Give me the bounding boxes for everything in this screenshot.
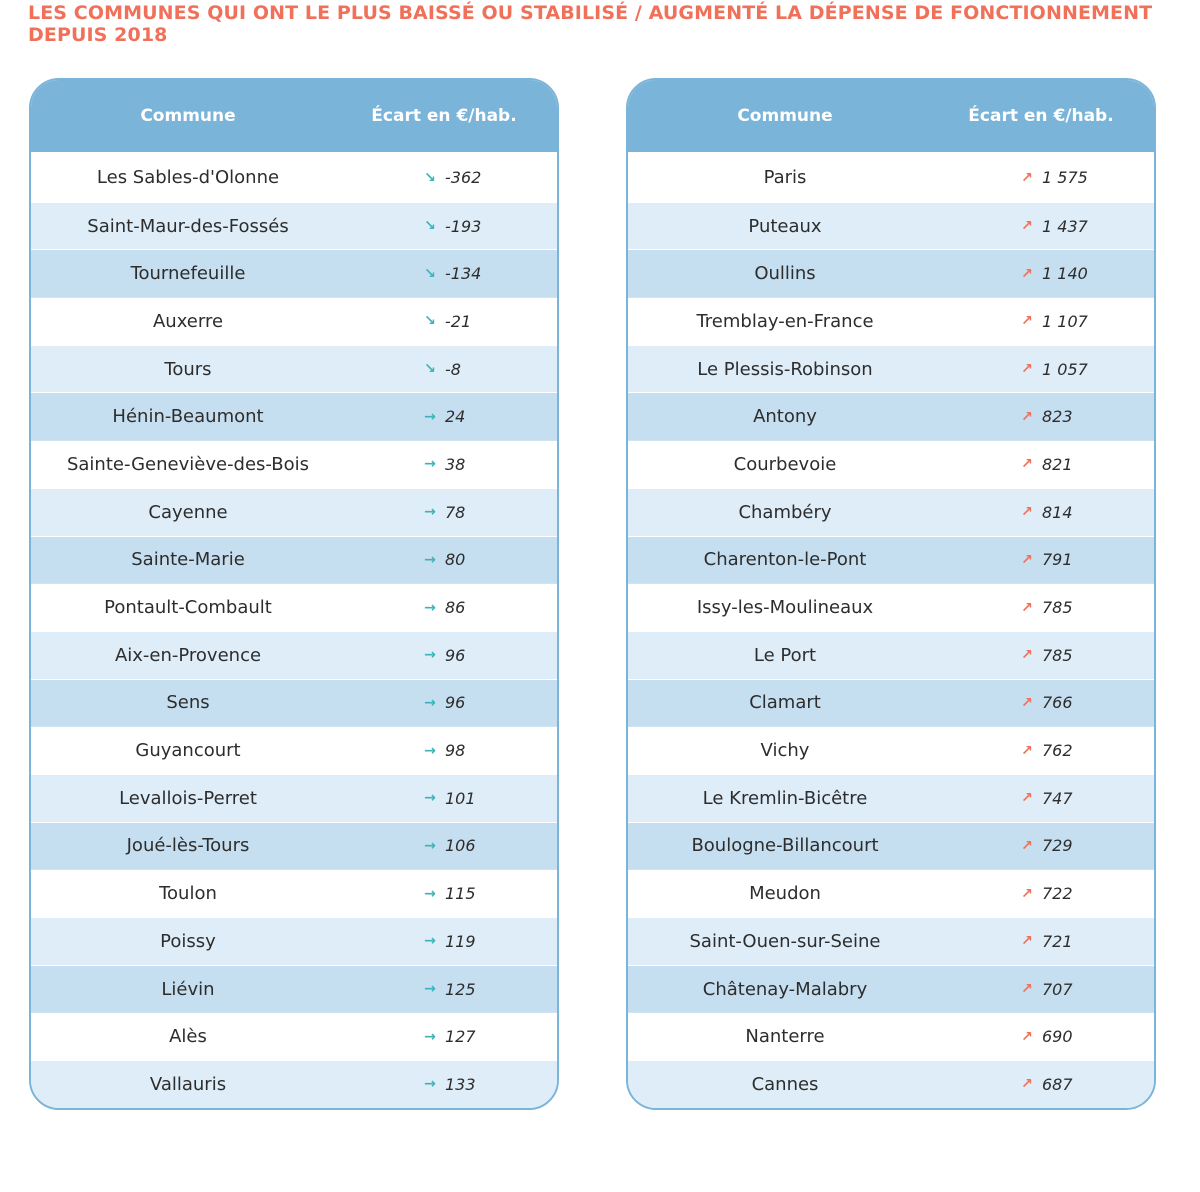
ecart-value: 687 xyxy=(1042,1074,1073,1094)
table-row xyxy=(31,869,557,917)
commune-name: Cannes xyxy=(751,1073,819,1095)
commune-name: Saint-Ouen-sur-Seine xyxy=(689,930,881,952)
ecart-cell xyxy=(942,1075,1154,1094)
table-row xyxy=(628,488,1154,536)
commune-name: Sainte-Marie xyxy=(131,549,245,571)
commune-name: Saint-Maur-des-Fossés xyxy=(87,215,289,237)
ecart-cell xyxy=(345,884,557,903)
commune-name: Charenton-le-Pont xyxy=(703,549,867,571)
table-row xyxy=(31,583,557,631)
arrow-up-right-icon: ↗ xyxy=(1021,694,1033,711)
decrease-table xyxy=(29,78,559,1110)
arrow-up-right-icon: ↗ xyxy=(1021,313,1033,330)
table-row xyxy=(628,726,1154,774)
ecart-value: 721 xyxy=(1042,931,1073,951)
table-row xyxy=(628,202,1154,250)
commune-name: Sainte-Geneviève-des-Bois xyxy=(66,453,310,475)
ecart-value: 707 xyxy=(1042,979,1073,999)
table-row xyxy=(628,774,1154,822)
arrow-right-icon: → xyxy=(424,694,436,711)
arrow-right-icon: → xyxy=(424,599,436,616)
column-header-ecart: Écart en €/hab. xyxy=(968,106,1114,126)
increase-table xyxy=(626,78,1156,1110)
ecart-cell xyxy=(942,741,1154,760)
ecart-value: 96 xyxy=(445,693,466,713)
ecart-value: 1 437 xyxy=(1042,216,1088,236)
table-row xyxy=(31,631,557,679)
arrow-down-right-icon: ↘ xyxy=(424,313,436,330)
arrow-right-icon: → xyxy=(424,837,436,854)
table-row xyxy=(31,392,557,440)
commune-name: Tournefeuille xyxy=(130,263,246,285)
arrow-down-right-icon: ↘ xyxy=(424,218,436,235)
arrow-right-icon: → xyxy=(424,1028,436,1045)
ecart-cell xyxy=(345,932,557,951)
ecart-value: 791 xyxy=(1042,550,1073,570)
arrow-right-icon: → xyxy=(424,885,436,902)
arrow-right-icon: → xyxy=(424,408,436,425)
ecart-cell xyxy=(942,407,1154,426)
ecart-cell xyxy=(345,598,557,617)
ecart-value: 127 xyxy=(445,1027,476,1047)
commune-name: Vallauris xyxy=(149,1073,227,1095)
arrow-up-right-icon: ↗ xyxy=(1021,169,1033,186)
arrow-up-right-icon: ↗ xyxy=(1021,551,1033,568)
ecart-cell xyxy=(345,407,557,426)
table-row xyxy=(31,154,557,202)
arrow-right-icon: → xyxy=(424,647,436,664)
ecart-value: 80 xyxy=(445,550,466,570)
column-header-commune: Commune xyxy=(140,106,236,126)
commune-name: Courbevoie xyxy=(733,453,837,475)
ecart-cell xyxy=(345,455,557,474)
commune-name: Tours xyxy=(164,358,212,380)
table-row xyxy=(31,1012,557,1060)
table-row xyxy=(628,1012,1154,1060)
arrow-down-right-icon: ↘ xyxy=(424,169,436,186)
table-header xyxy=(31,80,557,154)
ecart-value: 821 xyxy=(1042,454,1073,474)
table-row xyxy=(628,631,1154,679)
commune-name: Paris xyxy=(763,167,807,189)
table-row xyxy=(31,679,557,727)
ecart-cell xyxy=(345,1075,557,1094)
commune-name: Oullins xyxy=(754,263,816,285)
ecart-cell xyxy=(345,693,557,712)
ecart-cell xyxy=(942,789,1154,808)
ecart-value: 106 xyxy=(445,836,476,856)
arrow-up-right-icon: ↗ xyxy=(1021,265,1033,282)
ecart-value: 729 xyxy=(1042,836,1073,856)
commune-name: Puteaux xyxy=(748,215,822,237)
ecart-cell xyxy=(942,646,1154,665)
ecart-cell xyxy=(345,550,557,569)
commune-name: Meudon xyxy=(749,883,821,905)
table-row xyxy=(31,249,557,297)
table-row xyxy=(628,965,1154,1013)
arrow-right-icon: → xyxy=(424,790,436,807)
ecart-cell xyxy=(942,932,1154,951)
arrow-up-right-icon: ↗ xyxy=(1021,837,1033,854)
ecart-cell xyxy=(345,312,557,331)
commune-name: Hénin-Beaumont xyxy=(112,406,264,428)
ecart-value: 766 xyxy=(1042,693,1073,713)
arrow-up-right-icon: ↗ xyxy=(1021,456,1033,473)
ecart-cell xyxy=(345,646,557,665)
commune-name: Poissy xyxy=(160,930,216,952)
ecart-cell xyxy=(942,980,1154,999)
page-title: LES COMMUNES QUI ONT LE PLUS BAISSÉ OU STABILISÉ / AUGMENTÉ LA DÉPENSE DE FONCTIONNEMENT DEPUIS 2018 xyxy=(28,2,1153,46)
ecart-cell xyxy=(942,693,1154,712)
table-row xyxy=(31,202,557,250)
arrow-right-icon: → xyxy=(424,504,436,521)
commune-name: Liévin xyxy=(161,978,215,1000)
ecart-value: 1 140 xyxy=(1042,264,1088,284)
ecart-cell xyxy=(345,217,557,236)
ecart-value: 24 xyxy=(445,407,466,427)
commune-name: Toulon xyxy=(159,883,217,905)
commune-name: Pontault-Combault xyxy=(104,597,272,619)
column-header-ecart: Écart en €/hab. xyxy=(371,106,517,126)
commune-name: Aix-en-Provence xyxy=(114,644,262,666)
ecart-value: 86 xyxy=(445,598,466,618)
arrow-right-icon: → xyxy=(424,981,436,998)
ecart-value: -362 xyxy=(445,168,482,188)
table-body xyxy=(31,154,557,1108)
commune-name: Antony xyxy=(753,406,817,428)
ecart-value: -8 xyxy=(445,359,461,379)
ecart-cell xyxy=(942,312,1154,331)
table-row xyxy=(31,297,557,345)
commune-name: Les Sables-d'Olonne xyxy=(96,167,280,189)
table-header xyxy=(628,80,1154,154)
ecart-value: 814 xyxy=(1042,502,1073,522)
ecart-value: 96 xyxy=(445,645,466,665)
ecart-value: 125 xyxy=(445,979,476,999)
ecart-cell xyxy=(942,598,1154,617)
arrow-down-right-icon: ↘ xyxy=(424,361,436,378)
commune-name: Auxerre xyxy=(152,310,224,332)
commune-name: Sens xyxy=(166,692,210,714)
ecart-value: 690 xyxy=(1042,1027,1073,1047)
table-row xyxy=(31,917,557,965)
table-row xyxy=(628,583,1154,631)
ecart-value: 1 107 xyxy=(1042,311,1088,331)
arrow-down-right-icon: ↘ xyxy=(424,265,436,282)
ecart-value: 38 xyxy=(445,454,466,474)
table-row xyxy=(628,345,1154,393)
ecart-cell xyxy=(345,360,557,379)
ecart-cell xyxy=(942,1027,1154,1046)
ecart-value: -21 xyxy=(445,311,472,331)
commune-name: Alès xyxy=(169,1026,207,1048)
table-row xyxy=(628,1060,1154,1108)
ecart-value: 1 057 xyxy=(1042,359,1088,379)
commune-name: Nanterre xyxy=(745,1026,825,1048)
ecart-value: 119 xyxy=(445,931,476,951)
arrow-up-right-icon: ↗ xyxy=(1021,933,1033,950)
arrow-up-right-icon: ↗ xyxy=(1021,408,1033,425)
ecart-value: -193 xyxy=(445,216,482,236)
table-row xyxy=(628,249,1154,297)
arrow-up-right-icon: ↗ xyxy=(1021,599,1033,616)
arrow-up-right-icon: ↗ xyxy=(1021,218,1033,235)
table-row xyxy=(628,536,1154,584)
ecart-value: 101 xyxy=(445,788,476,808)
table-row xyxy=(628,679,1154,727)
ecart-value: 785 xyxy=(1042,645,1073,665)
table-row xyxy=(628,440,1154,488)
ecart-value: 98 xyxy=(445,741,466,761)
table-row xyxy=(628,154,1154,202)
table-row xyxy=(31,1060,557,1108)
table-row xyxy=(31,774,557,822)
ecart-cell xyxy=(942,884,1154,903)
commune-name: Guyancourt xyxy=(135,740,241,762)
table-row xyxy=(31,536,557,584)
column-header-commune: Commune xyxy=(737,106,833,126)
table-row xyxy=(31,488,557,536)
arrow-up-right-icon: ↗ xyxy=(1021,1076,1033,1093)
ecart-cell xyxy=(942,550,1154,569)
ecart-value: 747 xyxy=(1042,788,1073,808)
ecart-cell xyxy=(345,264,557,283)
ecart-cell xyxy=(942,836,1154,855)
commune-name: Cayenne xyxy=(148,501,228,523)
commune-name: Le Port xyxy=(753,644,817,666)
ecart-value: 133 xyxy=(445,1074,476,1094)
commune-name: Vichy xyxy=(760,740,810,762)
ecart-cell xyxy=(942,168,1154,187)
ecart-value: 722 xyxy=(1042,884,1073,904)
ecart-cell xyxy=(942,503,1154,522)
arrow-up-right-icon: ↗ xyxy=(1021,504,1033,521)
arrow-right-icon: → xyxy=(424,933,436,950)
arrow-up-right-icon: ↗ xyxy=(1021,885,1033,902)
arrow-right-icon: → xyxy=(424,742,436,759)
ecart-value: 78 xyxy=(445,502,466,522)
arrow-up-right-icon: ↗ xyxy=(1021,981,1033,998)
commune-name: Le Plessis-Robinson xyxy=(697,358,873,380)
ecart-value: 762 xyxy=(1042,741,1073,761)
ecart-cell xyxy=(942,264,1154,283)
arrow-right-icon: → xyxy=(424,1076,436,1093)
arrow-up-right-icon: ↗ xyxy=(1021,647,1033,664)
ecart-value: 1 575 xyxy=(1042,168,1088,188)
table-row xyxy=(628,869,1154,917)
ecart-cell xyxy=(345,1027,557,1046)
arrow-up-right-icon: ↗ xyxy=(1021,361,1033,378)
arrow-up-right-icon: ↗ xyxy=(1021,790,1033,807)
table-row xyxy=(31,726,557,774)
table-row xyxy=(31,965,557,1013)
arrow-up-right-icon: ↗ xyxy=(1021,1028,1033,1045)
ecart-value: -134 xyxy=(445,264,482,284)
ecart-cell xyxy=(345,168,557,187)
ecart-cell xyxy=(942,217,1154,236)
ecart-cell xyxy=(345,980,557,999)
arrow-right-icon: → xyxy=(424,456,436,473)
ecart-value: 115 xyxy=(445,884,476,904)
ecart-value: 785 xyxy=(1042,598,1073,618)
ecart-cell xyxy=(345,503,557,522)
commune-name: Le Kremlin-Bicêtre xyxy=(702,787,868,809)
table-row xyxy=(31,440,557,488)
commune-name: Levallois-Perret xyxy=(119,787,257,809)
table-body xyxy=(628,154,1154,1108)
ecart-cell xyxy=(345,836,557,855)
table-row xyxy=(628,392,1154,440)
table-row xyxy=(628,297,1154,345)
ecart-cell xyxy=(942,455,1154,474)
ecart-cell xyxy=(345,741,557,760)
commune-name: Chambéry xyxy=(738,501,832,523)
commune-name: Châtenay-Malabry xyxy=(702,978,868,1000)
commune-name: Tremblay-en-France xyxy=(696,310,874,332)
table-row xyxy=(31,822,557,870)
arrow-right-icon: → xyxy=(424,551,436,568)
table-row xyxy=(628,917,1154,965)
ecart-cell xyxy=(345,789,557,808)
table-row xyxy=(31,345,557,393)
arrow-up-right-icon: ↗ xyxy=(1021,742,1033,759)
table-row xyxy=(628,822,1154,870)
commune-name: Joué-lès-Tours xyxy=(126,835,250,857)
commune-name: Boulogne-Billancourt xyxy=(691,835,879,857)
commune-name: Issy-les-Moulineaux xyxy=(696,597,874,619)
ecart-cell xyxy=(942,360,1154,379)
ecart-value: 823 xyxy=(1042,407,1073,427)
commune-name: Clamart xyxy=(749,692,821,714)
